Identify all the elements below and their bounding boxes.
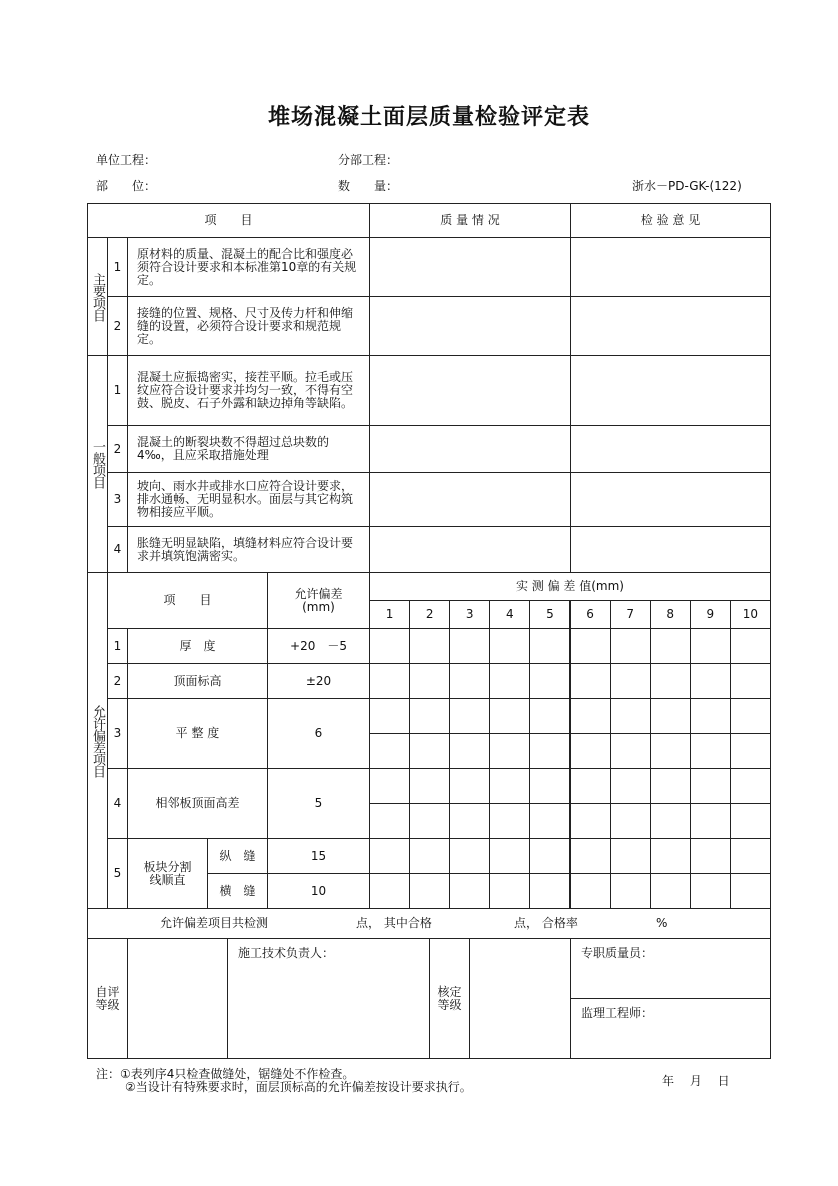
deviation-subrow-allowed: 15 (267, 838, 370, 874)
measured-value-cell[interactable] (690, 768, 731, 804)
general-row-opinion[interactable] (570, 425, 771, 473)
main-row-text: 原材料的质量、混凝土的配合比和强度必须符合设计要求和本标准第10章的有关规定。 (127, 237, 370, 297)
measured-value-cell[interactable] (449, 628, 490, 664)
measured-value-cell[interactable] (529, 838, 570, 874)
measured-value-cell[interactable] (449, 803, 490, 839)
measured-value-cell[interactable] (610, 628, 651, 664)
quantity-label: 数 量： (338, 179, 399, 193)
measured-value-cell[interactable] (610, 698, 651, 734)
summary-pass: 点， 其中合格 (356, 916, 432, 930)
deviation-subrow-allowed: 10 (267, 873, 370, 909)
measured-value-cell[interactable] (730, 803, 771, 839)
deviation-row-no: 3 (107, 698, 128, 769)
general-group-label: 一般项目 (87, 355, 108, 573)
measured-value-cell[interactable] (730, 663, 771, 699)
general-row-text: 坡向、雨水井或排水口应符合设计要求，排水通畅、无明显积水。面层与其它构筑物相接应平顺。 (127, 472, 370, 527)
deviation-row-allowed: 5 (267, 768, 370, 839)
date-label: 年 月 日 (662, 1074, 730, 1088)
measured-value-cell[interactable] (489, 803, 530, 839)
measured-value-cell[interactable] (570, 663, 611, 699)
measured-value-cell[interactable] (449, 663, 490, 699)
header-quality: 质 量 情 况 (369, 203, 571, 238)
deviation-item-header: 项 目 (107, 572, 268, 629)
note-1: 注：①表列序4只检查做缝处，锯缝处不作检查。 (96, 1067, 355, 1081)
summary-total: 允许偏差项目共检测 (160, 916, 269, 930)
measured-value-cell[interactable] (610, 873, 651, 909)
measured-column-header: 10 (730, 600, 771, 629)
measured-value-cell[interactable] (650, 663, 691, 699)
general-row-no: 1 (107, 355, 128, 426)
general-row-no: 2 (107, 425, 128, 473)
measured-value-cell[interactable] (369, 698, 410, 734)
deviation-row-no: 2 (107, 663, 128, 699)
general-row-text: 混凝土应振捣密实，接茬平顺。拉毛或压纹应符合设计要求并均匀一致，不得有空鼓、脱皮、石子外露和缺边掉角等缺陷。 (127, 355, 370, 426)
measured-value-cell[interactable] (570, 768, 611, 804)
measured-column-header: 9 (690, 600, 731, 629)
self-grade-value[interactable] (127, 938, 228, 1059)
measured-value-cell[interactable] (690, 873, 731, 909)
general-row-opinion[interactable] (570, 355, 771, 426)
measured-value-cell[interactable] (369, 803, 410, 839)
unit-project-label: 单位工程： (96, 153, 157, 167)
measured-value-cell[interactable] (529, 733, 570, 769)
measured-value-cell[interactable] (730, 873, 771, 909)
measured-value-cell[interactable] (690, 663, 731, 699)
measured-value-cell[interactable] (529, 768, 570, 804)
measured-column-header: 3 (449, 600, 490, 629)
measured-value-cell[interactable] (610, 733, 651, 769)
deviation-row-allowed: 6 (267, 698, 370, 769)
deviation-row-name: 平 整 度 (127, 698, 268, 769)
summary-percent: % (656, 916, 668, 930)
deviation-group-label: 允许偏差项目 (87, 572, 108, 909)
tech-lead-signature[interactable]: 施工技术负责人： (227, 938, 430, 1059)
form-code: 浙水－PD-GK-(122) (632, 179, 742, 193)
location-label: 部 位： (96, 179, 157, 193)
measured-value-cell[interactable] (730, 698, 771, 734)
header-opinion: 检 验 意 见 (570, 203, 771, 238)
measured-column-header: 4 (489, 600, 530, 629)
main-row-opinion[interactable] (570, 237, 771, 297)
measured-value-cell[interactable] (409, 698, 450, 734)
measured-value-cell[interactable] (409, 838, 450, 874)
measured-value-cell[interactable] (730, 628, 771, 664)
sub-project-label: 分部工程： (338, 153, 399, 167)
main-row-no: 2 (107, 296, 128, 356)
note-2: ②当设计有特殊要求时，面层顶标高的允许偏差按设计要求执行。 (125, 1080, 472, 1094)
measured-column-header: 5 (529, 600, 570, 629)
deviation-row-name: 厚 度 (127, 628, 268, 664)
page-title: 堆场混凝土面层质量检验评定表 (267, 105, 590, 130)
measured-value-cell[interactable] (489, 873, 530, 909)
summary-rate: 点， 合格率 (514, 916, 578, 930)
general-row-quality[interactable] (369, 355, 571, 426)
main-row-text: 接缝的位置、规格、尺寸及传力杆和伸缩缝的设置，必须符合设计要求和规范规定。 (127, 296, 370, 356)
main-row-quality[interactable] (369, 296, 571, 356)
general-row-text: 混凝土的断裂块数不得超过总块数的4‰，且应采取措施处理 (127, 425, 370, 473)
verify-grade-value[interactable] (469, 938, 571, 1059)
measured-value-cell[interactable] (529, 803, 570, 839)
deviation-row-allowed: +20 －5 (267, 628, 370, 664)
measured-value-cell[interactable] (369, 628, 410, 664)
measured-value-cell[interactable] (650, 873, 691, 909)
measured-value-cell[interactable] (570, 873, 611, 909)
measured-value-cell[interactable] (610, 768, 651, 804)
general-row-no: 4 (107, 526, 128, 573)
measured-value-cell[interactable] (489, 733, 530, 769)
measured-header: 实 测 偏 差 值(mm) (369, 572, 771, 601)
deviation-row-name: 板块分割线顺直 (127, 838, 208, 909)
measured-value-cell[interactable] (449, 768, 490, 804)
measured-value-cell[interactable] (730, 733, 771, 769)
measured-value-cell[interactable] (369, 768, 410, 804)
measured-value-cell[interactable] (730, 768, 771, 804)
deviation-row-no: 5 (107, 838, 128, 909)
measured-value-cell[interactable] (730, 838, 771, 874)
measured-value-cell[interactable] (690, 698, 731, 734)
measured-value-cell[interactable] (570, 733, 611, 769)
measured-column-header: 2 (409, 600, 450, 629)
measured-value-cell[interactable] (610, 803, 651, 839)
main-row-opinion[interactable] (570, 296, 771, 356)
measured-value-cell[interactable] (369, 733, 410, 769)
verify-grade-label: 核定等级 (429, 938, 470, 1059)
measured-value-cell[interactable] (529, 873, 570, 909)
measured-value-cell[interactable] (489, 698, 530, 734)
measured-value-cell[interactable] (489, 663, 530, 699)
measured-value-cell[interactable] (610, 838, 651, 874)
summary-row (87, 908, 771, 939)
qc-signature[interactable]: 专职质量员： (570, 938, 771, 999)
measured-value-cell[interactable] (529, 663, 570, 699)
measured-value-cell[interactable] (650, 698, 691, 734)
measured-value-cell[interactable] (570, 698, 611, 734)
measured-value-cell[interactable] (369, 663, 410, 699)
measured-value-cell[interactable] (369, 838, 410, 874)
measured-value-cell[interactable] (409, 803, 450, 839)
general-row-opinion[interactable] (570, 526, 771, 573)
general-row-opinion[interactable] (570, 472, 771, 527)
main-group-label: 主要项目 (87, 237, 108, 356)
measured-value-cell[interactable] (409, 873, 450, 909)
measured-value-cell[interactable] (570, 803, 611, 839)
measured-value-cell[interactable] (650, 803, 691, 839)
deviation-allowed-header: 允许偏差 (mm) (267, 572, 370, 629)
measured-value-cell[interactable] (690, 803, 731, 839)
measured-value-cell[interactable] (409, 768, 450, 804)
deviation-row-no: 1 (107, 628, 128, 664)
measured-value-cell[interactable] (489, 768, 530, 804)
measured-value-cell[interactable] (570, 838, 611, 874)
measured-value-cell[interactable] (650, 628, 691, 664)
measured-value-cell[interactable] (650, 768, 691, 804)
measured-value-cell[interactable] (690, 628, 731, 664)
measured-value-cell[interactable] (570, 628, 611, 664)
measured-value-cell[interactable] (650, 733, 691, 769)
measured-value-cell[interactable] (449, 838, 490, 874)
deviation-row-no: 4 (107, 768, 128, 839)
measured-column-header: 8 (650, 600, 691, 629)
measured-value-cell[interactable] (409, 628, 450, 664)
measured-value-cell[interactable] (489, 838, 530, 874)
measured-column-header: 1 (369, 600, 410, 629)
measured-column-header: 7 (610, 600, 651, 629)
measured-value-cell[interactable] (449, 733, 490, 769)
deviation-subrow-name: 横 缝 (207, 873, 268, 909)
general-row-no: 3 (107, 472, 128, 527)
general-row-quality[interactable] (369, 472, 571, 527)
measured-value-cell[interactable] (369, 873, 410, 909)
measured-value-cell[interactable] (449, 698, 490, 734)
general-row-quality[interactable] (369, 425, 571, 473)
deviation-row-name: 相邻板顶面高差 (127, 768, 268, 839)
self-grade-label: 自评等级 (87, 938, 128, 1059)
measured-value-cell[interactable] (690, 838, 731, 874)
general-row-quality[interactable] (369, 526, 571, 573)
deviation-subrow-name: 纵 缝 (207, 838, 268, 874)
measured-value-cell[interactable] (529, 628, 570, 664)
general-row-text: 胀缝无明显缺陷，填缝材料应符合设计要求并填筑饱满密实。 (127, 526, 370, 573)
measured-column-header: 6 (570, 600, 611, 629)
measured-value-cell[interactable] (650, 838, 691, 874)
deviation-row-allowed: ±20 (267, 663, 370, 699)
deviation-row-name: 顶面标高 (127, 663, 268, 699)
measured-value-cell[interactable] (449, 873, 490, 909)
measured-value-cell[interactable] (690, 733, 731, 769)
measured-value-cell[interactable] (409, 733, 450, 769)
header-item: 项 目 (87, 203, 370, 238)
main-row-no: 1 (107, 237, 128, 297)
measured-value-cell[interactable] (409, 663, 450, 699)
supervisor-signature[interactable]: 监理工程师： (570, 998, 771, 1059)
main-row-quality[interactable] (369, 237, 571, 297)
measured-value-cell[interactable] (610, 663, 651, 699)
measured-value-cell[interactable] (529, 698, 570, 734)
measured-value-cell[interactable] (489, 628, 530, 664)
